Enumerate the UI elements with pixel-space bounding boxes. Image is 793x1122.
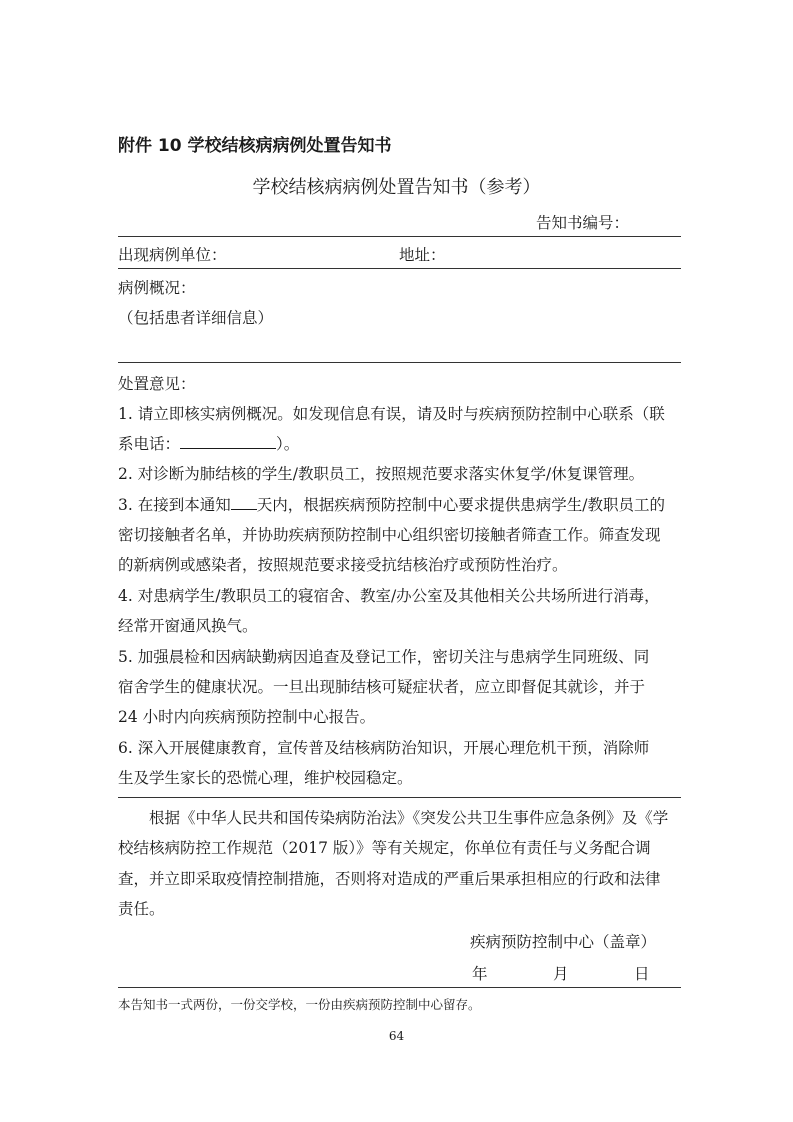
case-overview-hint: （包括患者详细信息） <box>118 309 274 327</box>
divider-unit <box>118 268 681 269</box>
item-3-line-3: 的新病例或感染者，按照规范要求接受抗结核治疗或预防性治疗。 <box>118 556 568 574</box>
legal-para-line-1: 根据《中华人民共和国传染病防治法》《突发公共卫生事件应急条例》及《学 <box>149 809 669 827</box>
item-5-line-1: 5. 加强晨检和因病缺勤病因追查及登记工作，密切关注与患病学生同班级、同 <box>118 648 650 666</box>
item-1-line-1: 1. 请立即核实病例概况。如发现信息有误，请及时与疾病预防控制中心联系（联 <box>118 405 665 423</box>
divider-top <box>118 236 681 237</box>
phone-blank <box>180 434 276 449</box>
case-overview-label: 病例概况： <box>118 279 196 297</box>
attachment-title: 附件 10 学校结核病病例处置告知书 <box>118 136 392 156</box>
item-4-line-2: 经常开窗通风换气。 <box>118 617 258 635</box>
item-3-suffix: 天内，根据疾病预防控制中心要求提供患病学生/教职员工的 <box>256 496 665 514</box>
days-blank <box>231 495 257 510</box>
date-month: 月 <box>553 965 569 983</box>
legal-para-line-4: 责任。 <box>118 900 165 918</box>
item-3-line-1 <box>118 493 665 515</box>
item-6-line-2: 生及学生家长的恐慌心理，维护校园稳定。 <box>118 769 413 787</box>
signature: 疾病预防控制中心（盖章） <box>470 933 657 951</box>
date-year: 年 <box>472 965 488 983</box>
item-1-line-2 <box>118 432 299 454</box>
divider-bottom <box>118 987 681 988</box>
item-6-line-1: 6. 深入开展健康教育，宣传普及结核病防治知识，开展心理危机干预，消除师 <box>118 739 650 757</box>
legal-para-line-3: 查，并立即采取疫情控制措施，否则将对造成的严重后果承担相应的行政和法律 <box>118 870 661 888</box>
address-label: 地址： <box>399 246 446 264</box>
notice-number-label: 告知书编号： <box>536 214 630 232</box>
phone-label: 系电话： <box>118 435 181 453</box>
date-day: 日 <box>634 965 650 983</box>
page-number: 64 <box>388 1029 405 1043</box>
unit-label: 出现病例单位： <box>118 246 227 264</box>
item-5-line-2: 宿舍学生的健康状况。一旦出现肺结核可疑症状者，应立即督促其就诊，并于 <box>118 678 646 696</box>
phone-close: ）。 <box>276 435 300 453</box>
document-title: 学校结核病病例处置告知书（参考） <box>252 177 541 198</box>
divider-overview <box>118 362 681 363</box>
item-3-prefix: 3. 在接到本通知 <box>118 496 231 514</box>
divider-opinion <box>118 797 681 798</box>
opinion-label: 处置意见： <box>118 375 196 393</box>
item-4-line-1: 4. 对患病学生/教职员工的寝宿舍、教室/办公室及其他相关公共场所进行消毒， <box>118 587 660 605</box>
legal-para-line-2: 校结核病防控工作规范（2017 版）》等有关规定，你单位有责任与义务配合调 <box>118 839 651 857</box>
footnote: 本告知书一式两份，一份交学校，一份由疾病预防控制中心留存。 <box>118 997 481 1012</box>
item-5-line-3: 24 小时内向疾病预防控制中心报告。 <box>118 708 376 726</box>
item-2: 2. 对诊断为肺结核的学生/教职员工，按照规范要求落实休复学/休复课管理。 <box>118 465 645 483</box>
item-3-line-2: 密切接触者名单，并协助疾病预防控制中心组织密切接触者筛查工作。筛查发现 <box>118 526 661 544</box>
